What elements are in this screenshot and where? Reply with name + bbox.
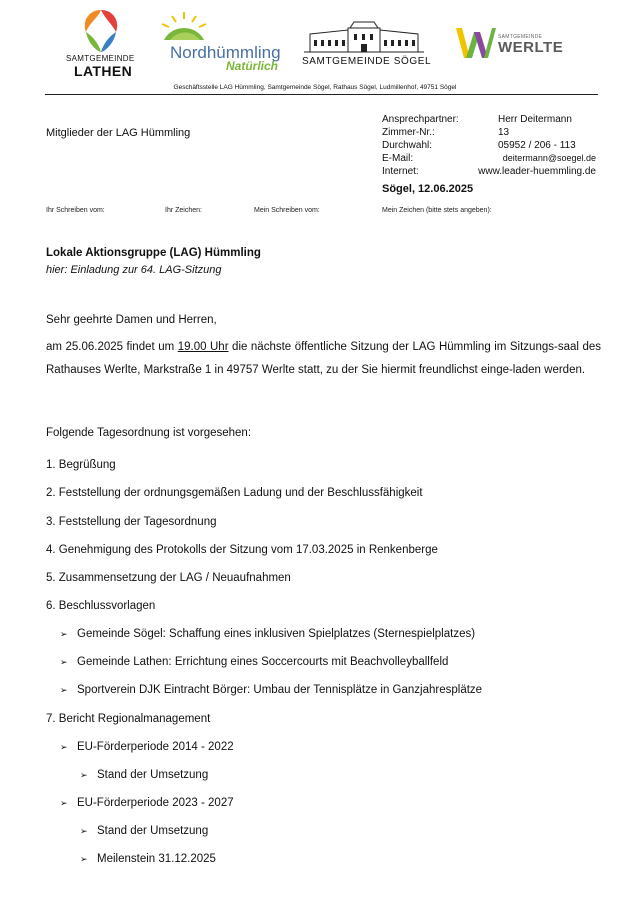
agenda-subitem <box>60 656 448 668</box>
agenda-subsubitem <box>80 769 208 781</box>
soegel-logo-title: SAMTGEMEINDE SÖGEL <box>302 56 432 67</box>
arrow-bullet-icon: ➢ <box>60 657 68 667</box>
contact-email-label: E-Mail: <box>382 153 414 164</box>
nordhuemmling-logo-tagline: Natürlich <box>226 59 279 73</box>
salutation: Sehr geehrte Damen und Herren, <box>46 314 217 326</box>
subject-subtitle: hier: Einladung zur 64. LAG-Sitzung <box>46 264 222 276</box>
ref-your-letter: Ihr Schreiben vom: <box>46 207 105 214</box>
agenda-subitem-text: EU-Förderperiode 2014 - 2022 <box>77 741 234 753</box>
contact-partner-label: Ansprechpartner: <box>382 114 459 125</box>
contact-web-value[interactable]: www.leader-huemmling.de <box>478 166 596 177</box>
agenda-intro: Folgende Tagesordnung ist vorgesehen: <box>46 427 252 439</box>
contact-email-value[interactable]: deitermann@soegel.de <box>502 153 596 163</box>
sender-address: Geschäftsstelle LAG Hümmling, Samtgemeinde Sögel, Rathaus Sögel, Ludmillenhof, 49751 Sögel <box>173 84 457 91</box>
contact-room-value: 13 <box>498 127 510 138</box>
agenda-subitem-text: EU-Förderperiode 2023 - 2027 <box>77 797 234 809</box>
recipient: Mitglieder der LAG Hümmling <box>46 127 191 139</box>
lathen-logo-title: LATHEN <box>74 63 133 79</box>
agenda-subitem <box>60 797 234 809</box>
agenda-subitem-text: Stand der Umsetzung <box>97 769 209 781</box>
agenda-subitem-text: Meilenstein 31.12.2025 <box>97 853 216 865</box>
agenda-item-6: 6. Beschlussvorlagen <box>46 600 156 612</box>
arrow-bullet-icon: ➢ <box>60 798 68 808</box>
contact-phone-value: 05952 / 206 - 113 <box>498 140 576 151</box>
contact-room-label: Zimmer-Nr.: <box>382 127 435 138</box>
arrow-bullet-icon: ➢ <box>60 685 68 695</box>
agenda-item-7: 7. Bericht Regionalmanagement <box>46 713 211 725</box>
agenda-subitem-text: Gemeinde Lathen: Errichtung eines Soccercourts mit Beachvolleyballfeld <box>77 656 449 668</box>
lathen-logo-subtitle: SAMTGEMEINDE <box>66 54 135 63</box>
contact-phone-label: Durchwahl: <box>382 140 433 151</box>
letter-date: Sögel, 12.06.2025 <box>382 183 474 195</box>
arrow-bullet-icon: ➢ <box>80 770 88 780</box>
werlte-logo-mark <box>454 24 496 62</box>
nordhuemmling-logo-title: Nordhümmling <box>170 43 281 62</box>
agenda-item-5: 5. Zusammensetzung der LAG / Neuaufnahmen <box>46 572 291 584</box>
contact-partner-value: Herr Deitermann <box>498 114 572 125</box>
agenda-subitem <box>60 628 475 640</box>
agenda-subitem-text: Stand der Umsetzung <box>97 825 209 837</box>
header-divider <box>45 94 598 95</box>
werlte-logo-title: WERLTE <box>498 39 564 56</box>
arrow-bullet-icon: ➢ <box>80 826 88 836</box>
meeting-time: 19.00 Uhr <box>177 341 229 353</box>
ref-your-sign: Ihr Zeichen: <box>165 207 202 214</box>
ref-my-sign: Mein Zeichen (bitte stets angeben): <box>382 207 492 214</box>
agenda-item-4: 4. Genehmigung des Protokolls der Sitzung vom 17.03.2025 in Renkenberge <box>46 544 438 556</box>
nordhuemmling-sun-icon <box>156 10 212 46</box>
agenda-subsubitem <box>80 853 216 865</box>
agenda-item-1: 1. Begrüßung <box>46 459 116 471</box>
agenda-subitem-text: Gemeinde Sögel: Schaffung eines inklusiven Spielplatzes (Sternespielplatzes) <box>77 628 476 640</box>
lathen-logo-mark <box>78 8 124 54</box>
ref-my-letter: Mein Schreiben vom: <box>254 207 320 214</box>
agenda-item-2: 2. Feststellung der ordnungsgemäßen Ladung und der Beschlussfähigkeit <box>46 487 423 499</box>
agenda-subitem <box>60 684 482 696</box>
agenda-subsubitem <box>80 825 208 837</box>
subject-title: Lokale Aktionsgruppe (LAG) Hümmling <box>46 247 261 259</box>
agenda-item-3: 3. Feststellung der Tagesordnung <box>46 516 217 528</box>
agenda-subitem-text: Sportverein DJK Eintracht Börger: Umbau der Tennisplätze in Ganzjahresplätze <box>77 684 483 696</box>
body-paragraph <box>46 336 601 381</box>
arrow-bullet-icon: ➢ <box>60 629 68 639</box>
arrow-bullet-icon: ➢ <box>80 854 88 864</box>
body-part-2: die nächste öffentliche Sitzung der LAG Hümmling im Sitzungs-saal des Rathauses Werlte, Markstraße 1 in 49757 Werlte statt, zu der Sie hiermit freundlichst einge-laden werden. <box>46 341 601 376</box>
soegel-town-hall-icon <box>302 20 426 54</box>
body-part-1: am 25.06.2025 findet um <box>46 341 178 353</box>
werlte-logo-subtitle: SAMTGEMEINDE <box>498 34 543 40</box>
arrow-bullet-icon: ➢ <box>60 742 68 752</box>
contact-web-label: Internet: <box>382 166 419 177</box>
agenda-subitem <box>60 741 234 753</box>
